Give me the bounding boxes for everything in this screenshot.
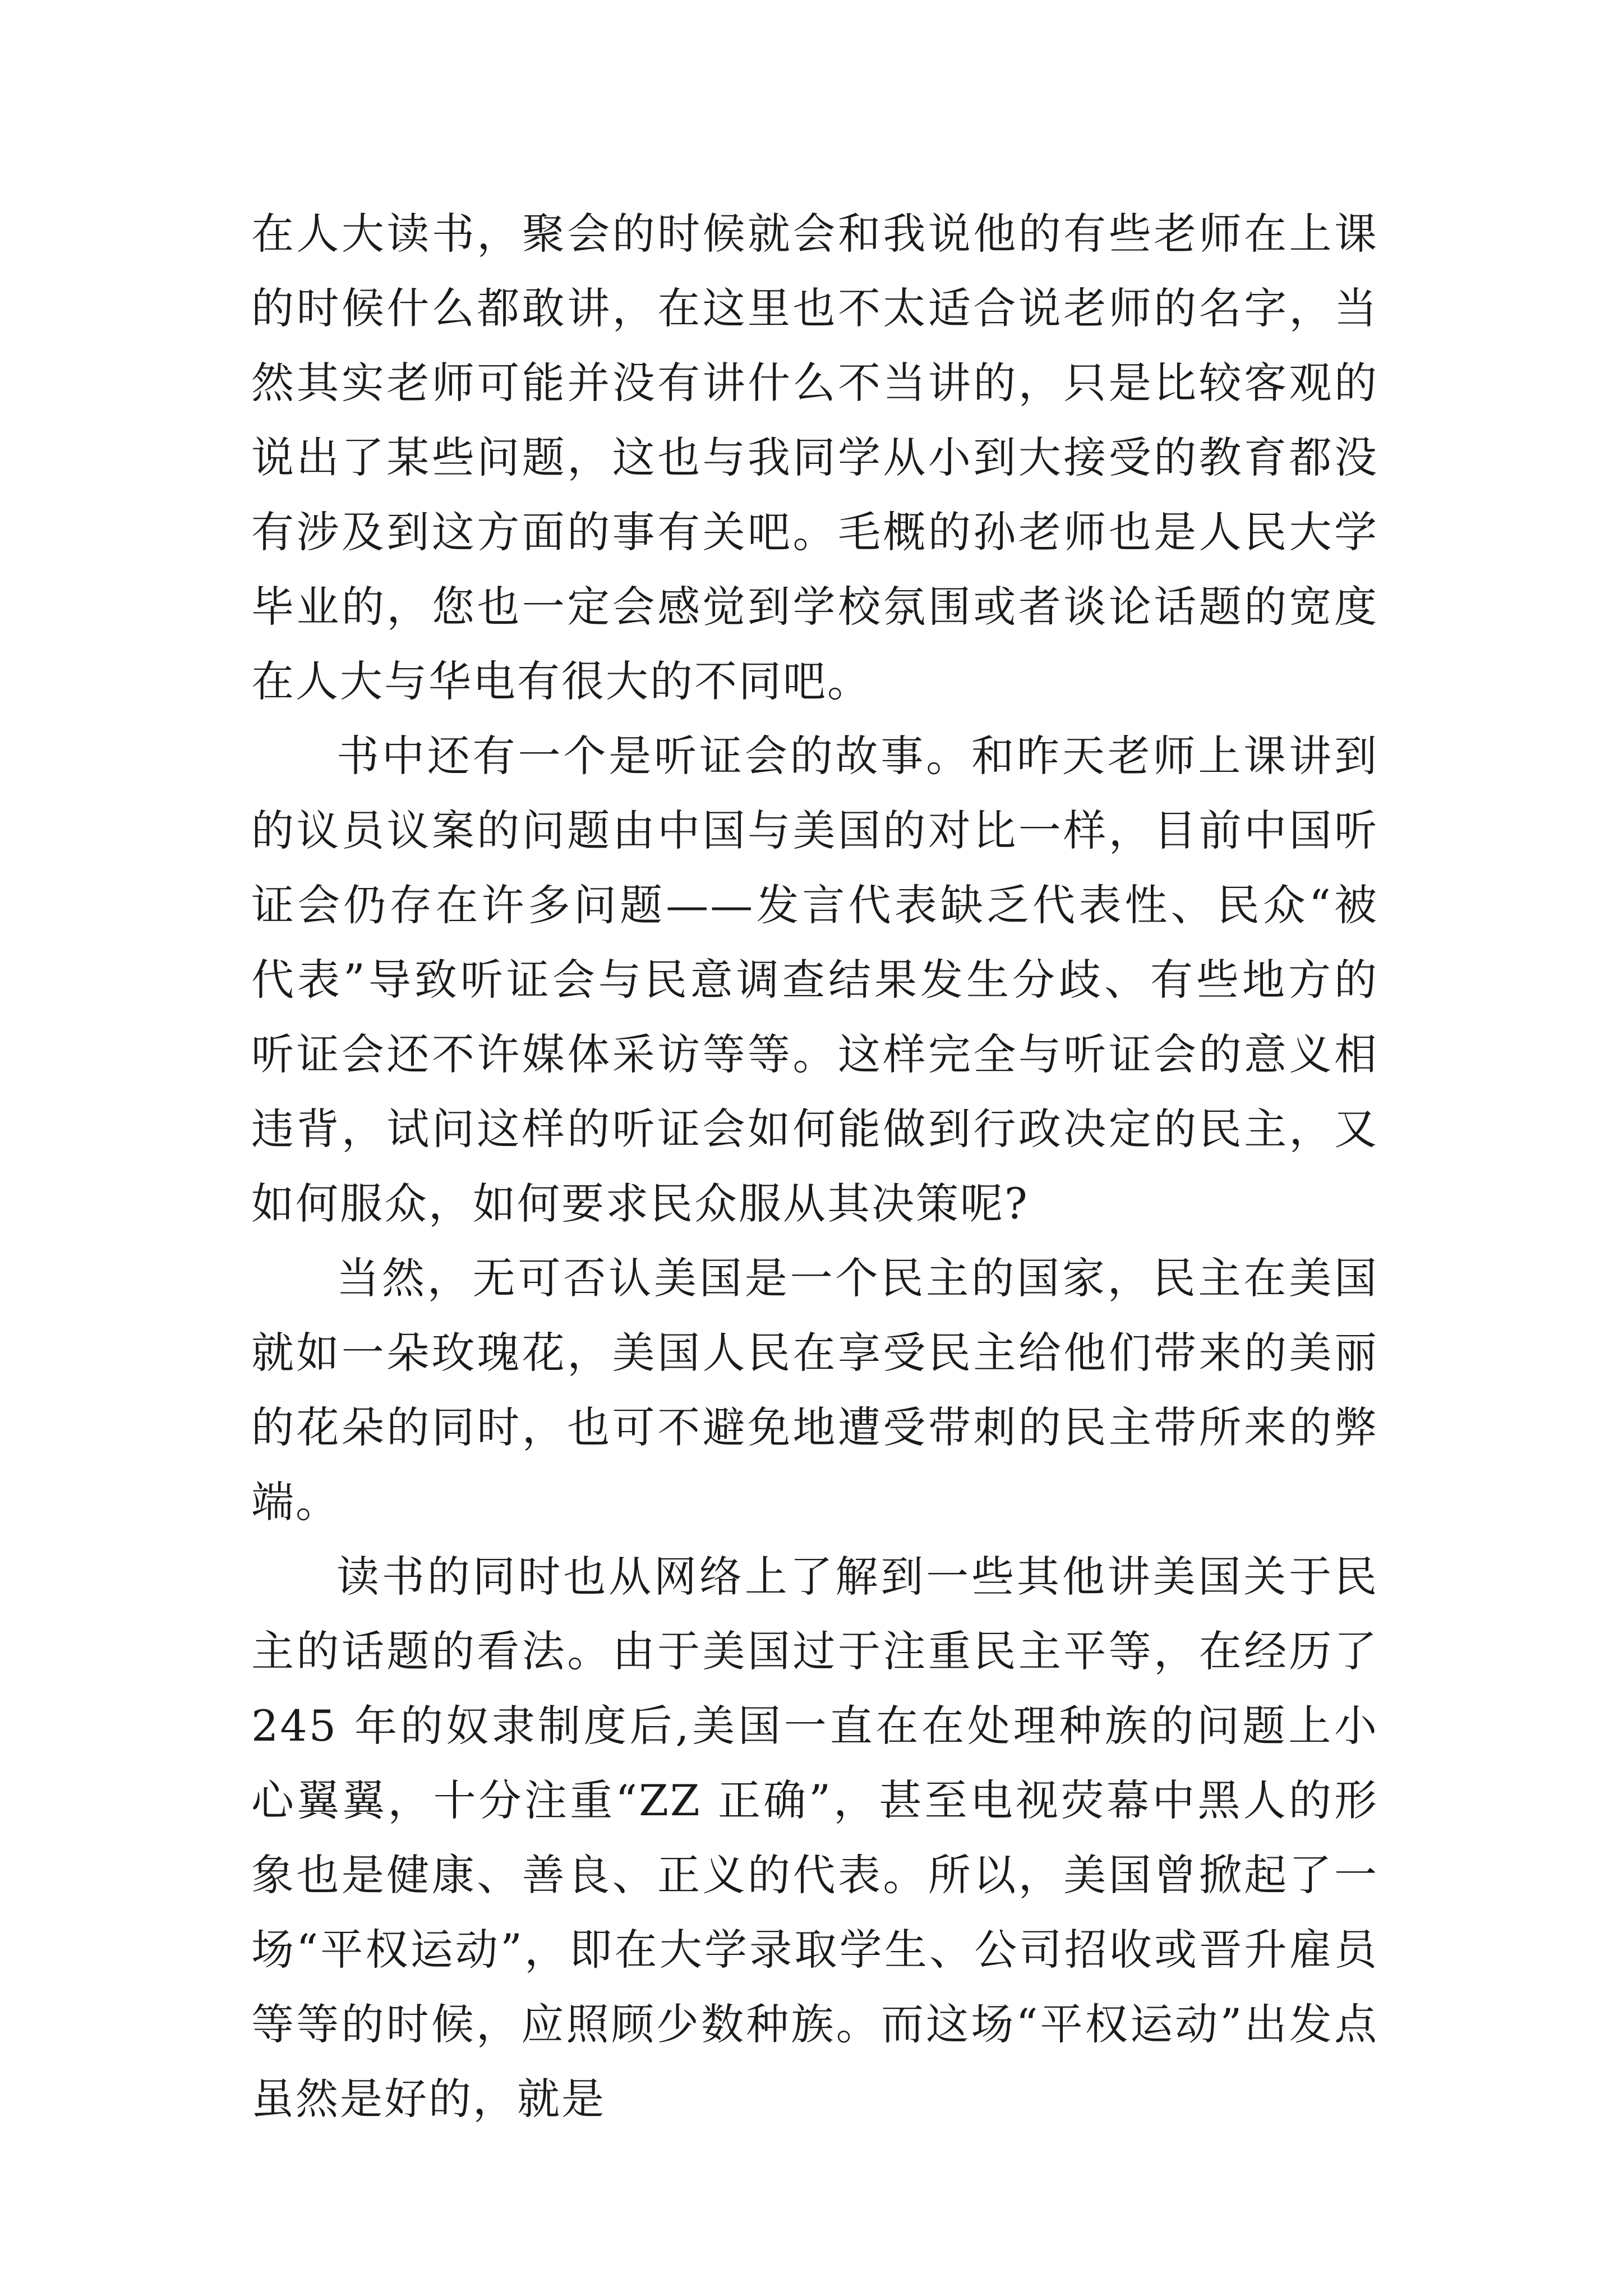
paragraph-3: 当然，无可否认美国是一个民主的国家，民主在美国就如一朵玫瑰花，美国人民在享受民主给他们带来的美丽的花朵的同时，也可不避免地遭受带刺的民主带所来的弊端。: [251, 1253, 1378, 1527]
paragraph-4: 读书的同时也从网络上了解到一些其他讲美国关于民主的话题的看法。由于美国过于注重民主平等，在经历了 245 年的奴隶制度后,美国一直在在处理种族的问题上小心翼翼，十分注重“ZZ 正确”，甚至电视荧幕中黑人的形象也是健康、善良、正义的代表。所以，美国曾掀起了一场“平权运动”，即在大学录取学生、公司招收或晋升雇员等等的时候，应照顾少数种族。而这场“平权运动”出发点虽然是好的，就是: [251, 1552, 1378, 2124]
document-body: [251, 196, 1378, 2136]
paragraph-1: 在人大读书，聚会的时候就会和我说他的有些老师在上课的时候什么都敢讲，在这里也不太适合说老师的名字，当然其实老师可能并没有讲什么不当讲的，只是比较客观的说出了某些问题，这也与我同学从小到大接受的教育都没有涉及到这方面的事有关吧。毛概的孙老师也是人民大学毕业的，您也一定会感觉到学校氛围或者谈论话题的宽度在人大与华电有很大的不同吧。: [251, 209, 1378, 706]
paragraph-2: 书中还有一个是听证会的故事。和昨天老师上课讲到的议员议案的问题由中国与美国的对比一样，目前中国听证会仍存在许多问题——发言代表缺乏代表性、民众“被代表”导致听证会与民意调查结果发生分歧、有些地方的听证会还不许媒体采访等等。这样完全与听证会的意义相违背，试问这样的听证会如何能做到行政决定的民主，又如何服众，如何要求民众服从其决策呢?: [251, 731, 1378, 1228]
